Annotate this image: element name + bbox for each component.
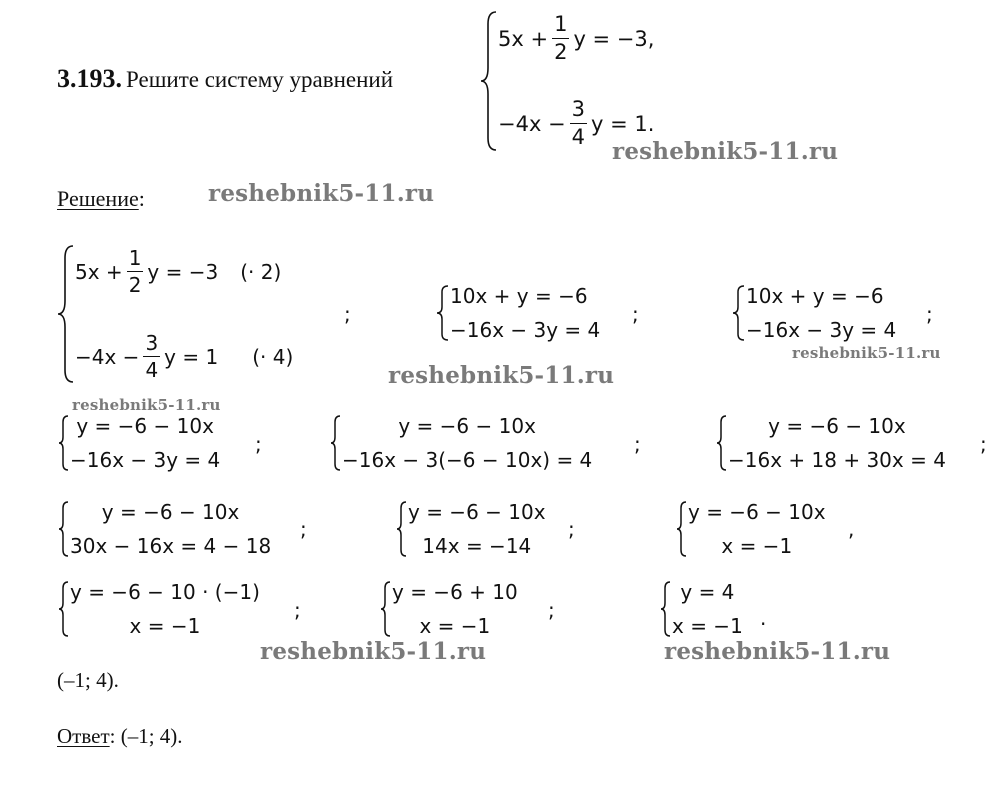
left-brace-icon: [58, 500, 70, 558]
equation-line: −16x − 3y = 4: [746, 318, 897, 342]
separator: .: [760, 606, 767, 630]
term: 5x +: [75, 259, 123, 284]
equation-line: −16x − 3y = 4: [450, 318, 601, 342]
watermark: reshebnik5-11.ru: [792, 344, 941, 362]
solution-label: Решение: [57, 186, 139, 211]
watermark: reshebnik5-11.ru: [72, 396, 221, 414]
system-step-1: [57, 244, 293, 384]
separator: ;: [926, 302, 933, 326]
equation-line: 14x = −14: [422, 534, 532, 558]
answer-line: [57, 724, 183, 749]
equation-line: −16x + 18 + 30x = 4: [728, 448, 946, 472]
equation-line: y = −6 + 10: [392, 580, 518, 604]
multiplier: (· 4): [252, 344, 294, 369]
system-step-3: [732, 284, 896, 342]
left-brace-icon: [58, 580, 70, 638]
fraction-denominator: 4: [145, 358, 159, 382]
multiplier: (· 2): [240, 259, 282, 284]
left-brace-icon: [330, 414, 342, 472]
system-step-5: [330, 414, 592, 472]
left-brace-icon: [436, 284, 450, 342]
equation-line: −16x − 3y = 4: [70, 448, 221, 472]
term: −4x −: [498, 111, 566, 136]
term: y = 1: [164, 344, 219, 369]
system-step-2: [436, 284, 600, 342]
equation-line: x = −1: [721, 534, 793, 558]
term: y = −3,: [573, 26, 655, 51]
problem-system: [480, 10, 654, 152]
separator: ;: [568, 517, 575, 541]
equation-line: y = 4: [680, 580, 735, 604]
left-brace-icon: [676, 500, 688, 558]
equation-line: −16x − 3(−6 − 10x) = 4: [342, 448, 593, 472]
watermark: reshebnik5-11.ru: [388, 362, 615, 389]
watermark: reshebnik5-11.ru: [664, 638, 891, 665]
solution-colon: :: [138, 186, 145, 211]
system-step-8: [396, 500, 546, 558]
problem-equation-1: [498, 14, 654, 63]
separator: ;: [634, 432, 641, 456]
equation-line: y = −6 − 10x: [768, 414, 906, 438]
fraction-denominator: 2: [128, 273, 142, 297]
answer-value: : (–1; 4).: [109, 724, 183, 748]
equation-line: x = −1: [129, 614, 201, 638]
separator: ;: [980, 432, 987, 456]
problem-text: Решите систему уравнений: [126, 67, 394, 92]
equation-line: [75, 333, 293, 380]
watermark: reshebnik5-11.ru: [208, 180, 435, 207]
separator: ;: [255, 432, 262, 456]
system-step-4: [58, 414, 220, 472]
equation-line: x = −1: [672, 614, 743, 638]
term: 5x +: [498, 26, 549, 51]
equation-line: 30x − 16x = 4 − 18: [70, 534, 272, 558]
left-brace-icon: [716, 414, 728, 472]
equation-line: y = −6 − 10x: [408, 500, 546, 524]
system-step-6: [716, 414, 946, 472]
fraction-denominator: 4: [571, 125, 586, 149]
system-step-12: [660, 580, 743, 638]
equation-line: y = −6 − 10x: [76, 414, 214, 438]
separator: ,: [848, 517, 855, 541]
equation-line: x = −1: [419, 614, 491, 638]
equation-line: 10x + y = −6: [746, 284, 884, 308]
left-brace-icon: [380, 580, 392, 638]
separator: ;: [548, 598, 555, 622]
watermark: reshebnik5-11.ru: [612, 138, 839, 165]
left-brace-icon: [57, 244, 75, 384]
system-step-11: [380, 580, 518, 638]
fraction-numerator: 1: [128, 246, 142, 270]
fraction-numerator: 3: [570, 99, 587, 124]
left-brace-icon: [660, 580, 672, 638]
problem-header: [57, 64, 393, 94]
left-brace-icon: [732, 284, 746, 342]
equation-line: 10x + y = −6: [450, 284, 588, 308]
fraction-numerator: 1: [552, 14, 569, 39]
separator: ;: [300, 517, 307, 541]
result-text: (–1; 4).: [57, 668, 119, 692]
problem-number: 3.193.: [57, 64, 122, 93]
separator: ;: [344, 302, 351, 326]
fraction-denominator: 2: [554, 40, 568, 64]
left-brace-icon: [396, 500, 408, 558]
equation-line: y = −6 − 10x: [398, 414, 536, 438]
fraction-numerator: 3: [145, 331, 159, 355]
term: y = 1.: [591, 111, 655, 136]
equation-line: y = −6 − 10x: [688, 500, 826, 524]
left-brace-icon: [480, 10, 498, 152]
term: −4x −: [75, 344, 140, 369]
left-brace-icon: [58, 414, 70, 472]
watermark: reshebnik5-11.ru: [260, 638, 487, 665]
system-step-7: [58, 500, 271, 558]
equation-line: y = −6 − 10x: [101, 500, 240, 524]
term: y = −3: [147, 259, 219, 284]
equation-line: y = −6 − 10 · (−1): [70, 580, 260, 604]
solution-heading: [57, 186, 145, 212]
separator: ;: [632, 302, 639, 326]
system-step-9: [676, 500, 826, 558]
separator: ;: [294, 598, 301, 622]
system-step-10: [58, 580, 260, 638]
answer-label: Ответ: [57, 724, 110, 748]
equation-line: [75, 248, 293, 295]
